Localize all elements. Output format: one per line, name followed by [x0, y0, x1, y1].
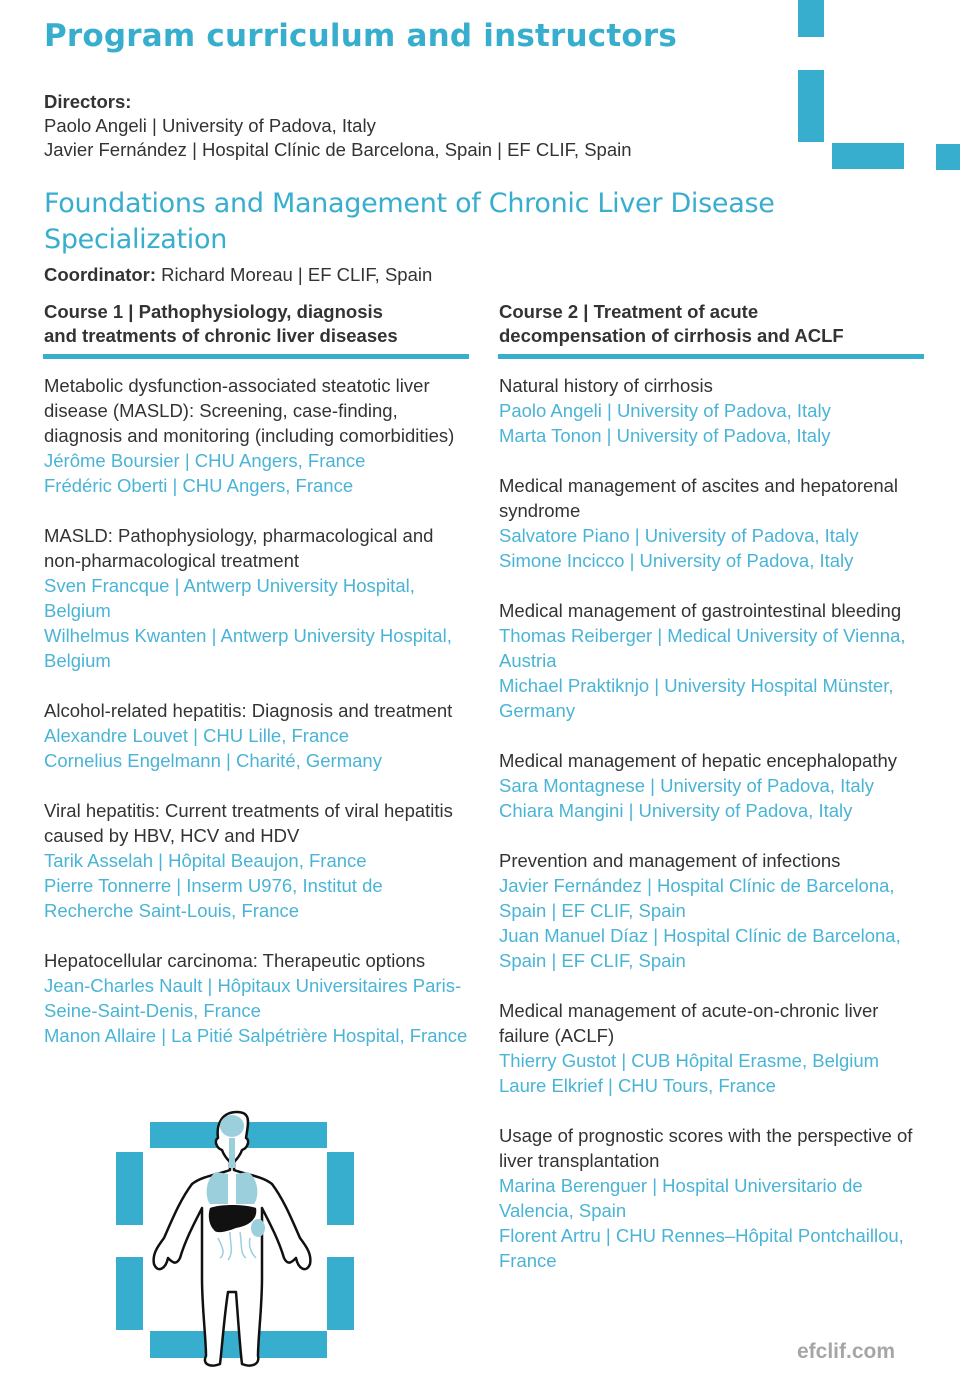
module-item — [499, 598, 924, 723]
instructor-link[interactable]: Paolo Angeli | University of Padova, Italy — [499, 400, 831, 421]
module-item — [499, 998, 924, 1098]
module-item — [44, 523, 469, 673]
stomach-icon — [251, 1219, 265, 1237]
module-item — [44, 948, 469, 1048]
instructor-link[interactable]: Manon Allaire | La Pitié Salpétrière Hospital, France — [44, 1025, 468, 1046]
module-title: Hepatocellular carcinoma: Therapeutic options — [44, 950, 426, 971]
instructor-link[interactable]: Sara Montagnese | University of Padova, Italy — [499, 775, 874, 796]
director-entry: Paolo Angeli | University of Padova, Italy — [44, 115, 376, 136]
module-title: Medical management of hepatic encephalopathy — [499, 750, 898, 771]
instructor-link[interactable]: Sven Francque | Antwerp University Hospital, Belgium — [44, 575, 415, 621]
instructor-link[interactable]: Chiara Mangini | University of Padova, Italy — [499, 800, 853, 821]
decorative-bar — [832, 143, 904, 169]
module-item — [44, 698, 469, 773]
course-title-line: decompensation of cirrhosis and ACLF — [499, 325, 844, 346]
module-item — [44, 373, 469, 498]
coordinator-label: Coordinator: — [44, 264, 157, 285]
coordinator-line — [44, 264, 432, 286]
course-divider — [498, 354, 924, 359]
module-title: Usage of prognostic scores with the perspective of liver transplantation — [499, 1125, 913, 1171]
course-2-modules — [498, 373, 924, 1273]
course-1-modules — [43, 373, 469, 1048]
instructor-link[interactable]: Tarik Asselah | Hôpital Beaujon, France — [44, 850, 367, 871]
module-title: MASLD: Pathophysiology, pharmacological and non-pharmacological treatment — [44, 525, 434, 571]
module-title: Viral hepatitis: Current treatments of viral hepatitis caused by HBV, HCV and HDV — [44, 800, 453, 846]
director-entry: Javier Fernández | Hospital Clínic de Barcelona, Spain | EF CLIF, Spain — [44, 139, 632, 160]
module-title: Prevention and management of infections — [499, 850, 841, 871]
module-item — [499, 848, 924, 973]
instructor-link[interactable]: Jean-Charles Nault | Hôpitaux Universitaires Paris-Seine-Saint-Denis, France — [44, 975, 462, 1021]
instructor-link[interactable]: Marta Tonon | University of Padova, Italy — [499, 425, 831, 446]
course-2-title — [498, 300, 924, 350]
instructor-link[interactable]: Salvatore Piano | University of Padova, Italy — [499, 525, 859, 546]
instructor-link[interactable]: Juan Manuel Díaz | Hospital Clínic de Barcelona, Spain | EF CLIF, Spain — [499, 925, 901, 971]
decorative-bar — [798, 70, 824, 142]
body-illustration — [110, 1108, 370, 1386]
module-item — [499, 1123, 924, 1273]
instructor-link[interactable]: Marina Berenguer | Hospital Universitario de Valencia, Spain — [499, 1175, 863, 1221]
instructor-link[interactable]: Florent Artru | CHU Rennes–Hôpital Pontchaillou, France — [499, 1225, 904, 1271]
instructor-link[interactable]: Javier Fernández | Hospital Clínic de Barcelona, Spain | EF CLIF, Spain — [499, 875, 895, 921]
module-item — [44, 798, 469, 923]
instructor-link[interactable]: Pierre Tonnerre | Inserm U976, Institut de Recherche Saint-Louis, France — [44, 875, 383, 921]
instructor-link[interactable]: Wilhelmus Kwanten | Antwerp University Hospital, Belgium — [44, 625, 452, 671]
instructor-link[interactable]: Thierry Gustot | CUB Hôpital Erasme, Belgium — [499, 1050, 880, 1071]
page-title: Program curriculum and instructors — [44, 18, 678, 54]
trachea — [229, 1138, 235, 1168]
module-item — [499, 473, 924, 573]
instructor-link[interactable]: Laure Elkrief | CHU Tours, France — [499, 1075, 776, 1096]
module-item — [499, 373, 924, 448]
course-1-column — [43, 300, 469, 1073]
coordinator-value: Richard Moreau | EF CLIF, Spain — [156, 264, 433, 285]
footer-url[interactable]: efclif.com — [797, 1340, 896, 1363]
module-title: Natural history of cirrhosis — [499, 375, 713, 396]
directors-block — [44, 90, 632, 162]
course-title-line: Course 2 | Treatment of acute — [499, 301, 759, 322]
decorative-bar — [936, 144, 960, 170]
course-title-line: and treatments of chronic liver diseases — [44, 325, 398, 346]
module-item — [499, 748, 924, 823]
instructor-link[interactable]: Alexandre Louvet | CHU Lille, France — [44, 725, 350, 746]
instructor-link[interactable]: Frédéric Oberti | CHU Angers, France — [44, 475, 354, 496]
instructor-link[interactable]: Michael Praktiknjo | University Hospital Münster, Germany — [499, 675, 894, 721]
instructor-link[interactable]: Simone Incicco | University of Padova, Italy — [499, 550, 854, 571]
module-title: Medical management of ascites and hepatorenal syndrome — [499, 475, 899, 521]
instructor-link[interactable]: Thomas Reiberger | Medical University of Vienna, Austria — [499, 625, 906, 671]
module-title: Metabolic dysfunction-associated steatotic liver disease (MASLD): Screening, case-finding, diagnosis and monitoring (including comorbidities) — [44, 375, 455, 446]
human-body-liver-icon — [110, 1108, 370, 1386]
brain-icon — [220, 1115, 244, 1137]
course-divider — [43, 354, 469, 359]
course-title-line: Course 1 | Pathophysiology, diagnosis — [44, 301, 383, 322]
module-title: Alcohol-related hepatitis: Diagnosis and treatment — [44, 700, 453, 721]
course-1-title — [43, 300, 469, 350]
instructor-link[interactable]: Cornelius Engelmann | Charité, Germany — [44, 750, 382, 771]
course-2-column — [498, 300, 924, 1298]
module-title: Medical management of gastrointestinal bleeding — [499, 600, 902, 621]
specialization-title: Foundations and Management of Chronic Liver Disease Specialization — [44, 188, 775, 255]
directors-label: Directors: — [44, 91, 132, 112]
instructor-link[interactable]: Jérôme Boursier | CHU Angers, France — [44, 450, 366, 471]
decorative-bar — [798, 0, 824, 37]
module-title: Medical management of acute-on-chronic liver failure (ACLF) — [499, 1000, 879, 1046]
